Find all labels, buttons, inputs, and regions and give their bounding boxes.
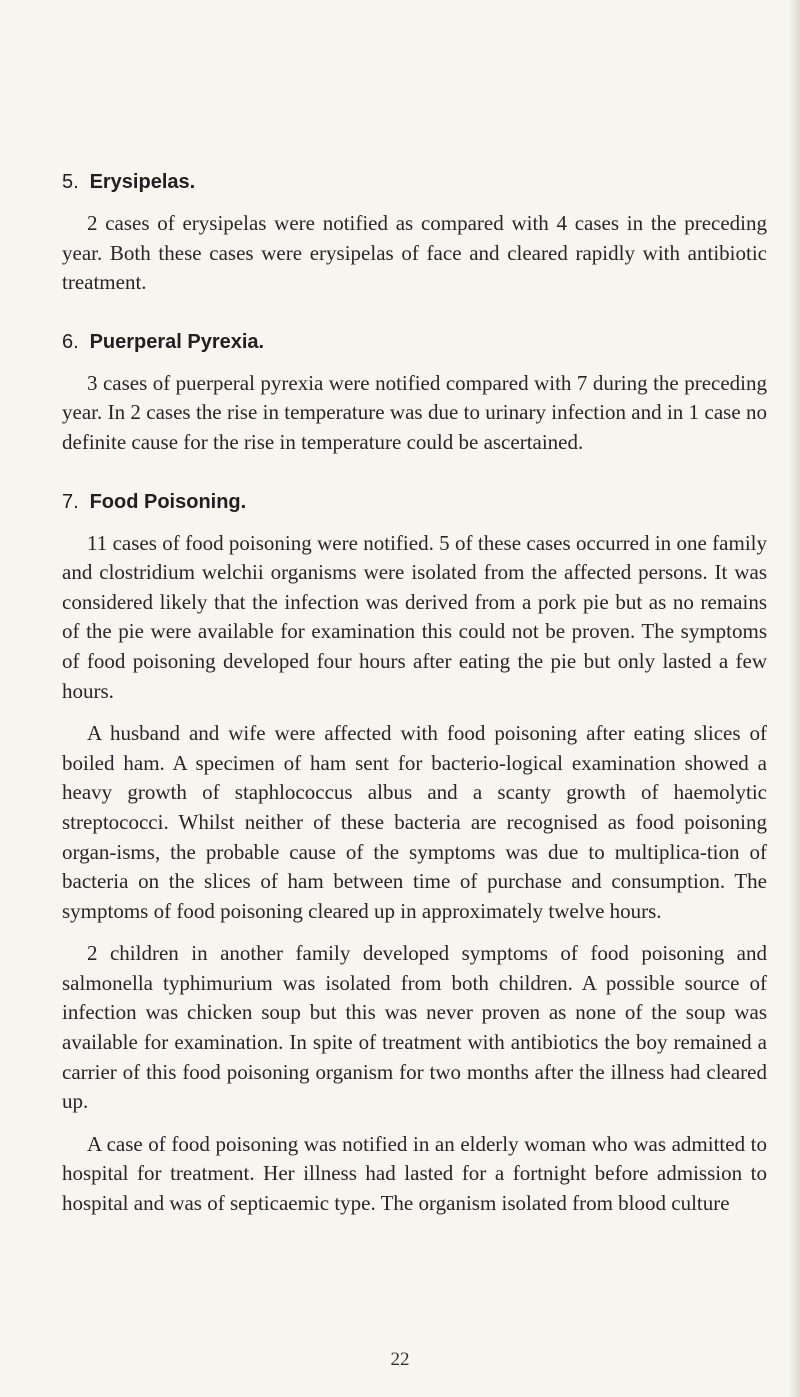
paragraph: A husband and wife were affected with food poisoning after eating slices of boiled ham. A specimen of ham sent for bacterio-logical examination showed a heavy growth of staphlococcus albus and a scanty growth of haemolytic streptococci. Whilst neither of these bacteria are recognised as food poisoning organ-isms, the probable cause of the symptoms was due to multiplica-tion of bacteria on the slices of ham between time of purchase and consumption. The symptoms of food poisoning cleared up in approximately twelve hours.	[62, 721, 767, 923]
section-title: Food Poisoning.	[89, 490, 247, 513]
paragraph: 2 cases of erysipelas were notified as compared with 4 cases in the preceding year. Both these cases were erysipelas of face and cleared rapidly with antibiotic treatment.	[62, 211, 767, 295]
page-edge	[790, 0, 800, 1397]
section-puerperal-pyrexia	[62, 328, 767, 458]
section-number: 7.	[62, 490, 79, 513]
page-number: 22	[390, 1349, 410, 1370]
paragraph: A case of food poisoning was notified in an elderly woman who was admitted to hospital for treatment. Her illness had lasted for a fortnight before admission to hospital and was of septicaemic type. The organism isolated from blood culture	[62, 1131, 767, 1216]
section-heading	[62, 328, 767, 357]
section-title: Erysipelas.	[89, 171, 196, 193]
paragraph: 3 cases of puerperal pyrexia were notified compared with 7 during the preceding year. In 2 cases the rise in temperature was due to urinary infection and in 1 case no definite cause for the rise in temperature could be ascertained.	[62, 370, 767, 454]
paragraph: 11 cases of food poisoning were notified. 5 of these cases occurred in one family and clostridium welchii organisms were isolated from the affected persons. It was considered likely that the infection was derived from a pork pie but as no remains of the pie were available for examination this could not be proven. The symptoms of food poisoning developed four hours after eating the pie but only lasted a few hours.	[62, 530, 767, 703]
section-erysipelas	[62, 168, 767, 298]
section-food-poisoning	[62, 488, 767, 1219]
paragraph: 2 children in another family developed symptoms of food poisoning and salmonella typhimurium was isolated from both children. A possible source of infection was chicken soup but this was never proven as none of the soup was available for examination. In spite of treatment with antibiotics the boy remained a carrier of this food poisoning organism for two months after the illness had cleared up.	[62, 941, 767, 1114]
section-number: 6.	[62, 330, 79, 353]
document-body	[62, 168, 767, 1219]
section-heading	[62, 168, 767, 197]
section-number: 5.	[62, 171, 79, 193]
section-heading	[62, 488, 767, 517]
section-title: Puerperal Pyrexia.	[89, 330, 265, 353]
